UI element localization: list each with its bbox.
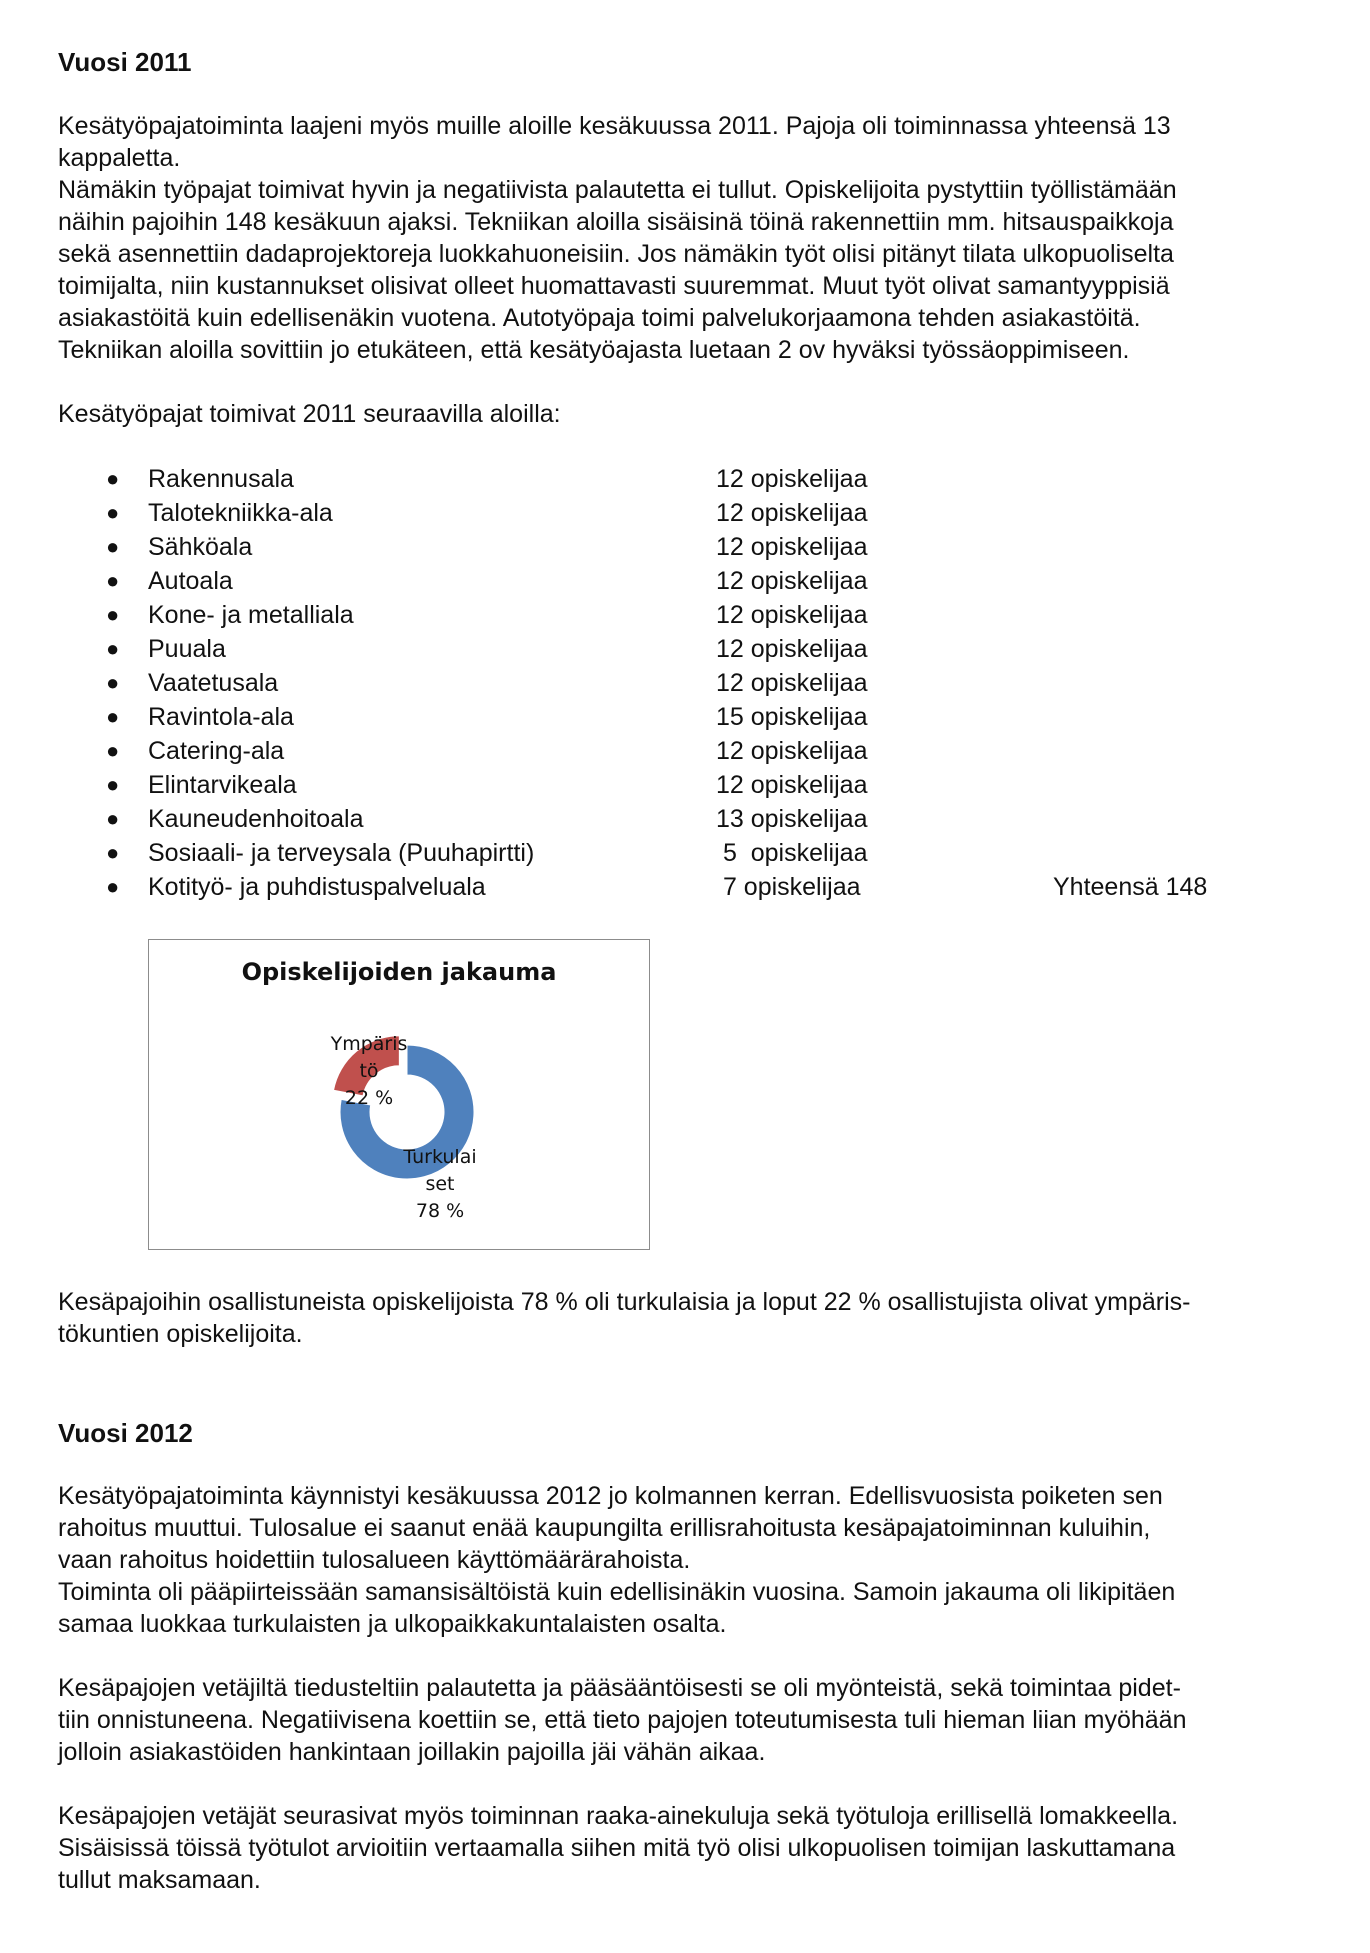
- bullet-icon: ●: [106, 806, 120, 831]
- slice-label-line: set: [425, 1173, 455, 1195]
- list-item: [58, 836, 1328, 870]
- list-item: [58, 768, 1328, 802]
- text-line: näihin pajoihin 148 kesäkuun ajaksi. Tekniikan aloilla sisäisinä töinä rakennettiin mm. hitsauspaikkoja: [58, 208, 1174, 236]
- heading-2012: Vuosi 2012: [58, 1418, 193, 1448]
- slice-label-line: Turkulai: [403, 1146, 477, 1168]
- slice-label-line: tö: [359, 1060, 379, 1082]
- list-item: [58, 870, 1328, 904]
- list-item: [58, 462, 1328, 496]
- text-line: jolloin asiakastöiden hankintaan joillakin pajoilla jäi vähän aikaa.: [58, 1738, 766, 1766]
- field-name: Elintarvikeala: [148, 771, 297, 799]
- field-name: Sosiaali- ja terveysala (Puuhapirtti): [148, 839, 535, 867]
- bullet-icon: ●: [106, 772, 120, 797]
- bullet-icon: ●: [106, 670, 120, 695]
- field-name: Kotityö- ja puhdistuspalveluala: [148, 873, 486, 901]
- field-name: Rakennusala: [148, 465, 294, 493]
- bullet-icon: ●: [106, 534, 120, 559]
- slice-label-turkulaiset: [385, 1144, 495, 1225]
- bullet-icon: ●: [106, 466, 120, 491]
- list-intro: Kesätyöpajat toimivat 2011 seuraavilla aloilla:: [58, 400, 561, 428]
- bullet-icon: ●: [106, 704, 120, 729]
- text-line: toimijalta, niin kustannukset olisivat olleet huomattavasti suuremmat. Muut työt olivat samantyyppisiä: [58, 272, 1170, 300]
- slice-label-line: 22 %: [344, 1087, 394, 1109]
- field-name: Catering-ala: [148, 737, 285, 765]
- text-line: vaan rahoitus hoidettiin tulosalueen käyttömäärärahoista.: [58, 1546, 691, 1574]
- fields-list: [58, 462, 1328, 904]
- heading-2011: Vuosi 2011: [58, 47, 192, 77]
- field-name: Autoala: [148, 567, 233, 595]
- field-count: 13 opiskelijaa: [716, 805, 868, 833]
- text-line: Nämäkin työpajat toimivat hyvin ja negatiivista palautetta ei tullut. Opiskelijoita pystyttiin työllistämään: [58, 176, 1177, 204]
- text-line: tiin onnistuneena. Negatiivisena koettiin se, että tieto pajojen toteutumisesta tuli hieman liian myöhään: [58, 1706, 1187, 1734]
- list-item: [58, 564, 1328, 598]
- field-count: 12 opiskelijaa: [716, 771, 868, 799]
- bullet-icon: ●: [106, 636, 120, 661]
- paragraph-2011-summary: [58, 1286, 1328, 1350]
- list-item: [58, 802, 1328, 836]
- bullet-icon: ●: [106, 738, 120, 763]
- field-count: 12 opiskelijaa: [716, 737, 868, 765]
- list-item: [58, 496, 1328, 530]
- text-line: Kesätyöpajatoiminta käynnistyi kesäkuussa 2012 jo kolmannen kerran. Edellisvuosista poiketen sen: [58, 1482, 1163, 1510]
- slice-label-ympäristö: [319, 1031, 419, 1112]
- field-name: Vaatetusala: [148, 669, 279, 697]
- paragraph-2012-intro: [58, 1480, 1328, 1640]
- field-count: 12 opiskelijaa: [716, 601, 868, 629]
- total-count: Yhteensä 148: [1053, 873, 1208, 901]
- field-name: Ravintola-ala: [148, 703, 294, 731]
- list-item: [58, 598, 1328, 632]
- field-count: 15 opiskelijaa: [716, 703, 868, 731]
- bullet-icon: ●: [106, 568, 120, 593]
- text-line: tullut maksamaan.: [58, 1866, 261, 1894]
- text-line: Kesäpajojen vetäjät seurasivat myös toiminnan raaka-ainekuluja sekä työtuloja erillisellä lomakkeella.: [58, 1802, 1179, 1830]
- bullet-icon: ●: [106, 500, 120, 525]
- field-count: 12 opiskelijaa: [716, 499, 868, 527]
- text-line: Kesätyöpajatoiminta laajeni myös muille aloille kesäkuussa 2011. Pajoja oli toiminnassa yhteensä 13: [58, 112, 1171, 140]
- list-item: [58, 632, 1328, 666]
- text-line: asiakastöitä kuin edellisenäkin vuotena. Autotyöpaja toimi palvelukorjaamona tehden asiakastöitä.: [58, 304, 1141, 332]
- text-line: Tekniikan aloilla sovittiin jo etukäteen, että kesätyöajasta luetaan 2 ov hyväksi työssäoppimiseen.: [58, 336, 1130, 364]
- text-line: Kesäpajojen vetäjiltä tiedusteltiin palautetta ja pääsääntöisesti se oli myönteistä, sekä toimintaa pidet-: [58, 1674, 1181, 1702]
- text-line: rahoitus muuttui. Tulosalue ei saanut enää kaupungilta erillisrahoitusta kesäpajatoiminnan kuluihin,: [58, 1514, 1151, 1542]
- paragraph-2012-costs: [58, 1800, 1328, 1896]
- field-name: Talotekniikka-ala: [148, 499, 333, 527]
- text-line: kappaletta.: [58, 144, 181, 172]
- paragraph-2011-intro: [58, 110, 1328, 366]
- field-count: 12 opiskelijaa: [716, 567, 868, 595]
- paragraph-2012-feedback: [58, 1672, 1328, 1768]
- field-name: Kone- ja metalliala: [148, 601, 354, 629]
- field-count: 5 opiskelijaa: [716, 839, 868, 867]
- field-count: 12 opiskelijaa: [716, 669, 868, 697]
- list-item: [58, 734, 1328, 768]
- field-count: 12 opiskelijaa: [716, 533, 868, 561]
- text-line: sekä asennettiin dadaprojektoreja luokkahuoneisiin. Jos nämäkin työt olisi pitänyt tilata ulkopuoliselta: [58, 240, 1174, 268]
- list-item: [58, 700, 1328, 734]
- text-line: Sisäisissä töissä työtulot arvioitiin vertaamalla siihen mitä työ olisi ulkopuolisen toimijan laskuttamana: [58, 1834, 1176, 1862]
- list-item: [58, 666, 1328, 700]
- field-count: 12 opiskelijaa: [716, 465, 868, 493]
- text-line: Kesäpajoihin osallistuneista opiskelijoista 78 % oli turkulaisia ja loput 22 % osallistujista olivat ympäris-: [58, 1288, 1191, 1316]
- slice-label-line: 78 %: [415, 1200, 465, 1222]
- field-name: Kauneudenhoitoala: [148, 805, 364, 833]
- list-item: [58, 530, 1328, 564]
- bullet-icon: ●: [106, 840, 120, 865]
- text-line: samaa luokkaa turkulaisten ja ulkopaikkakuntalaisten osalta.: [58, 1610, 727, 1638]
- text-line: tökuntien opiskelijoita.: [58, 1320, 303, 1348]
- chart-title: Opiskelijoiden jakauma: [241, 958, 557, 986]
- text-line: Toiminta oli pääpiirteissään samansisältöistä kuin edellisinäkin vuosina. Samoin jakauma oli likipitäen: [58, 1578, 1176, 1606]
- field-name: Sähköala: [148, 533, 253, 561]
- field-count: 7 opiskelijaa: [716, 873, 861, 901]
- distribution-chart: [148, 939, 650, 1250]
- field-name: Puuala: [148, 635, 226, 663]
- slice-label-line: Ympäris: [330, 1033, 408, 1055]
- bullet-icon: ●: [106, 602, 120, 627]
- bullet-icon: ●: [106, 874, 120, 899]
- field-count: 12 opiskelijaa: [716, 635, 868, 663]
